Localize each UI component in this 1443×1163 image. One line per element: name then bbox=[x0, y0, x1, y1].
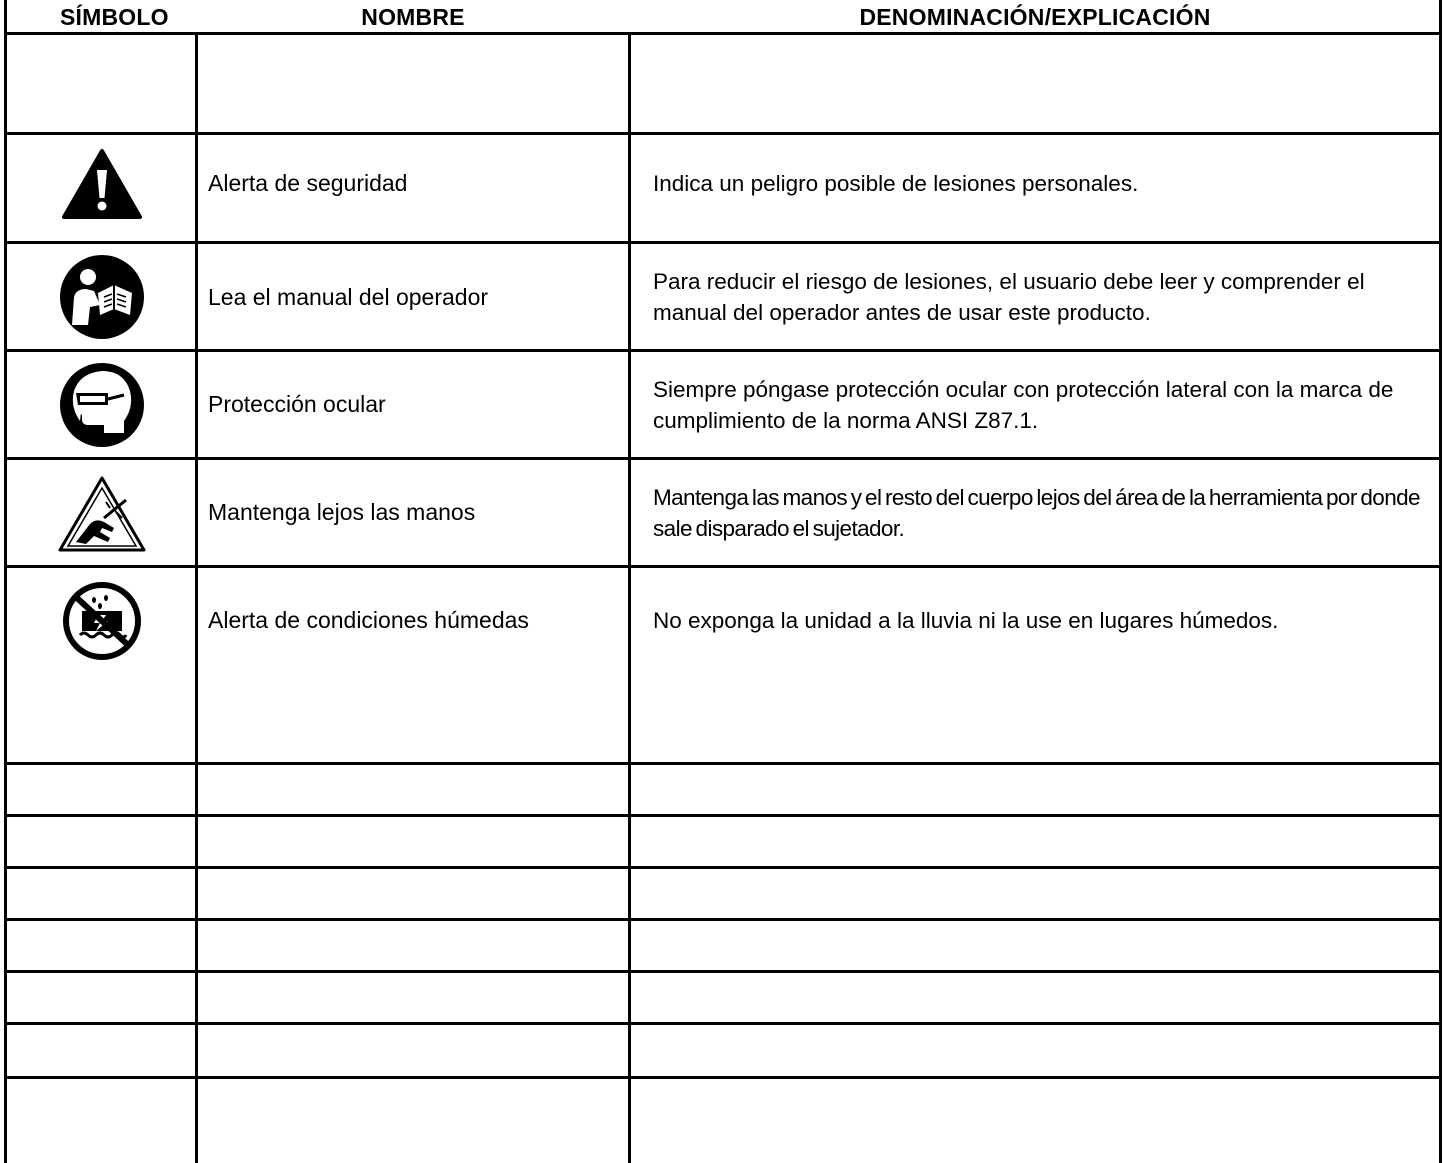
header-name: NOMBRE bbox=[361, 3, 465, 30]
row-divider bbox=[4, 1022, 1442, 1025]
header-symbol: SÍMBOLO bbox=[60, 3, 169, 30]
table-row bbox=[0, 460, 1443, 565]
symbol-explanation: Indica un peligro posible de lesiones personales. bbox=[653, 171, 1139, 196]
row-divider bbox=[4, 762, 1442, 765]
table-row bbox=[0, 352, 1443, 457]
row-divider bbox=[4, 970, 1442, 973]
symbol-name: Lea el manual del operador bbox=[208, 283, 489, 310]
symbol-name: Mantenga lejos las manos bbox=[208, 499, 476, 525]
table-row bbox=[0, 568, 1443, 673]
symbol-explanation: Mantenga las manos y el resto del cuerpo lejos del área de la herramienta por donde sale disparado el sujetador. bbox=[653, 484, 1420, 541]
eye-protection-icon bbox=[7, 352, 196, 457]
symbol-explanation: Para reducir el riesgo de lesiones, el usuario debe leer y comprender el manual del operador antes de usar este producto. bbox=[653, 269, 1365, 325]
symbol-explanation: Siempre póngase protección ocular con protección lateral con la marca de cumplimiento de la norma ANSI Z87.1. bbox=[653, 376, 1394, 433]
symbol-name: Alerta de condiciones húmedas bbox=[208, 607, 529, 633]
safety-alert-triangle-icon bbox=[7, 135, 196, 232]
row-divider bbox=[4, 814, 1442, 817]
table-row bbox=[0, 135, 1443, 232]
header-explanation: DENOMINACIÓN/EXPLICACIÓN bbox=[859, 3, 1211, 30]
symbol-explanation: No exponga la unidad a la lluvia ni la use en lugares húmedos. bbox=[653, 608, 1279, 633]
wet-conditions-alert-icon bbox=[7, 568, 196, 673]
row-divider bbox=[4, 918, 1442, 921]
symbol-name: Protección ocular bbox=[208, 391, 386, 417]
table-row bbox=[0, 244, 1443, 350]
row-divider bbox=[4, 1076, 1442, 1079]
read-manual-icon bbox=[7, 244, 196, 350]
row-divider bbox=[4, 866, 1442, 869]
symbol-name: Alerta de seguridad bbox=[208, 170, 408, 196]
